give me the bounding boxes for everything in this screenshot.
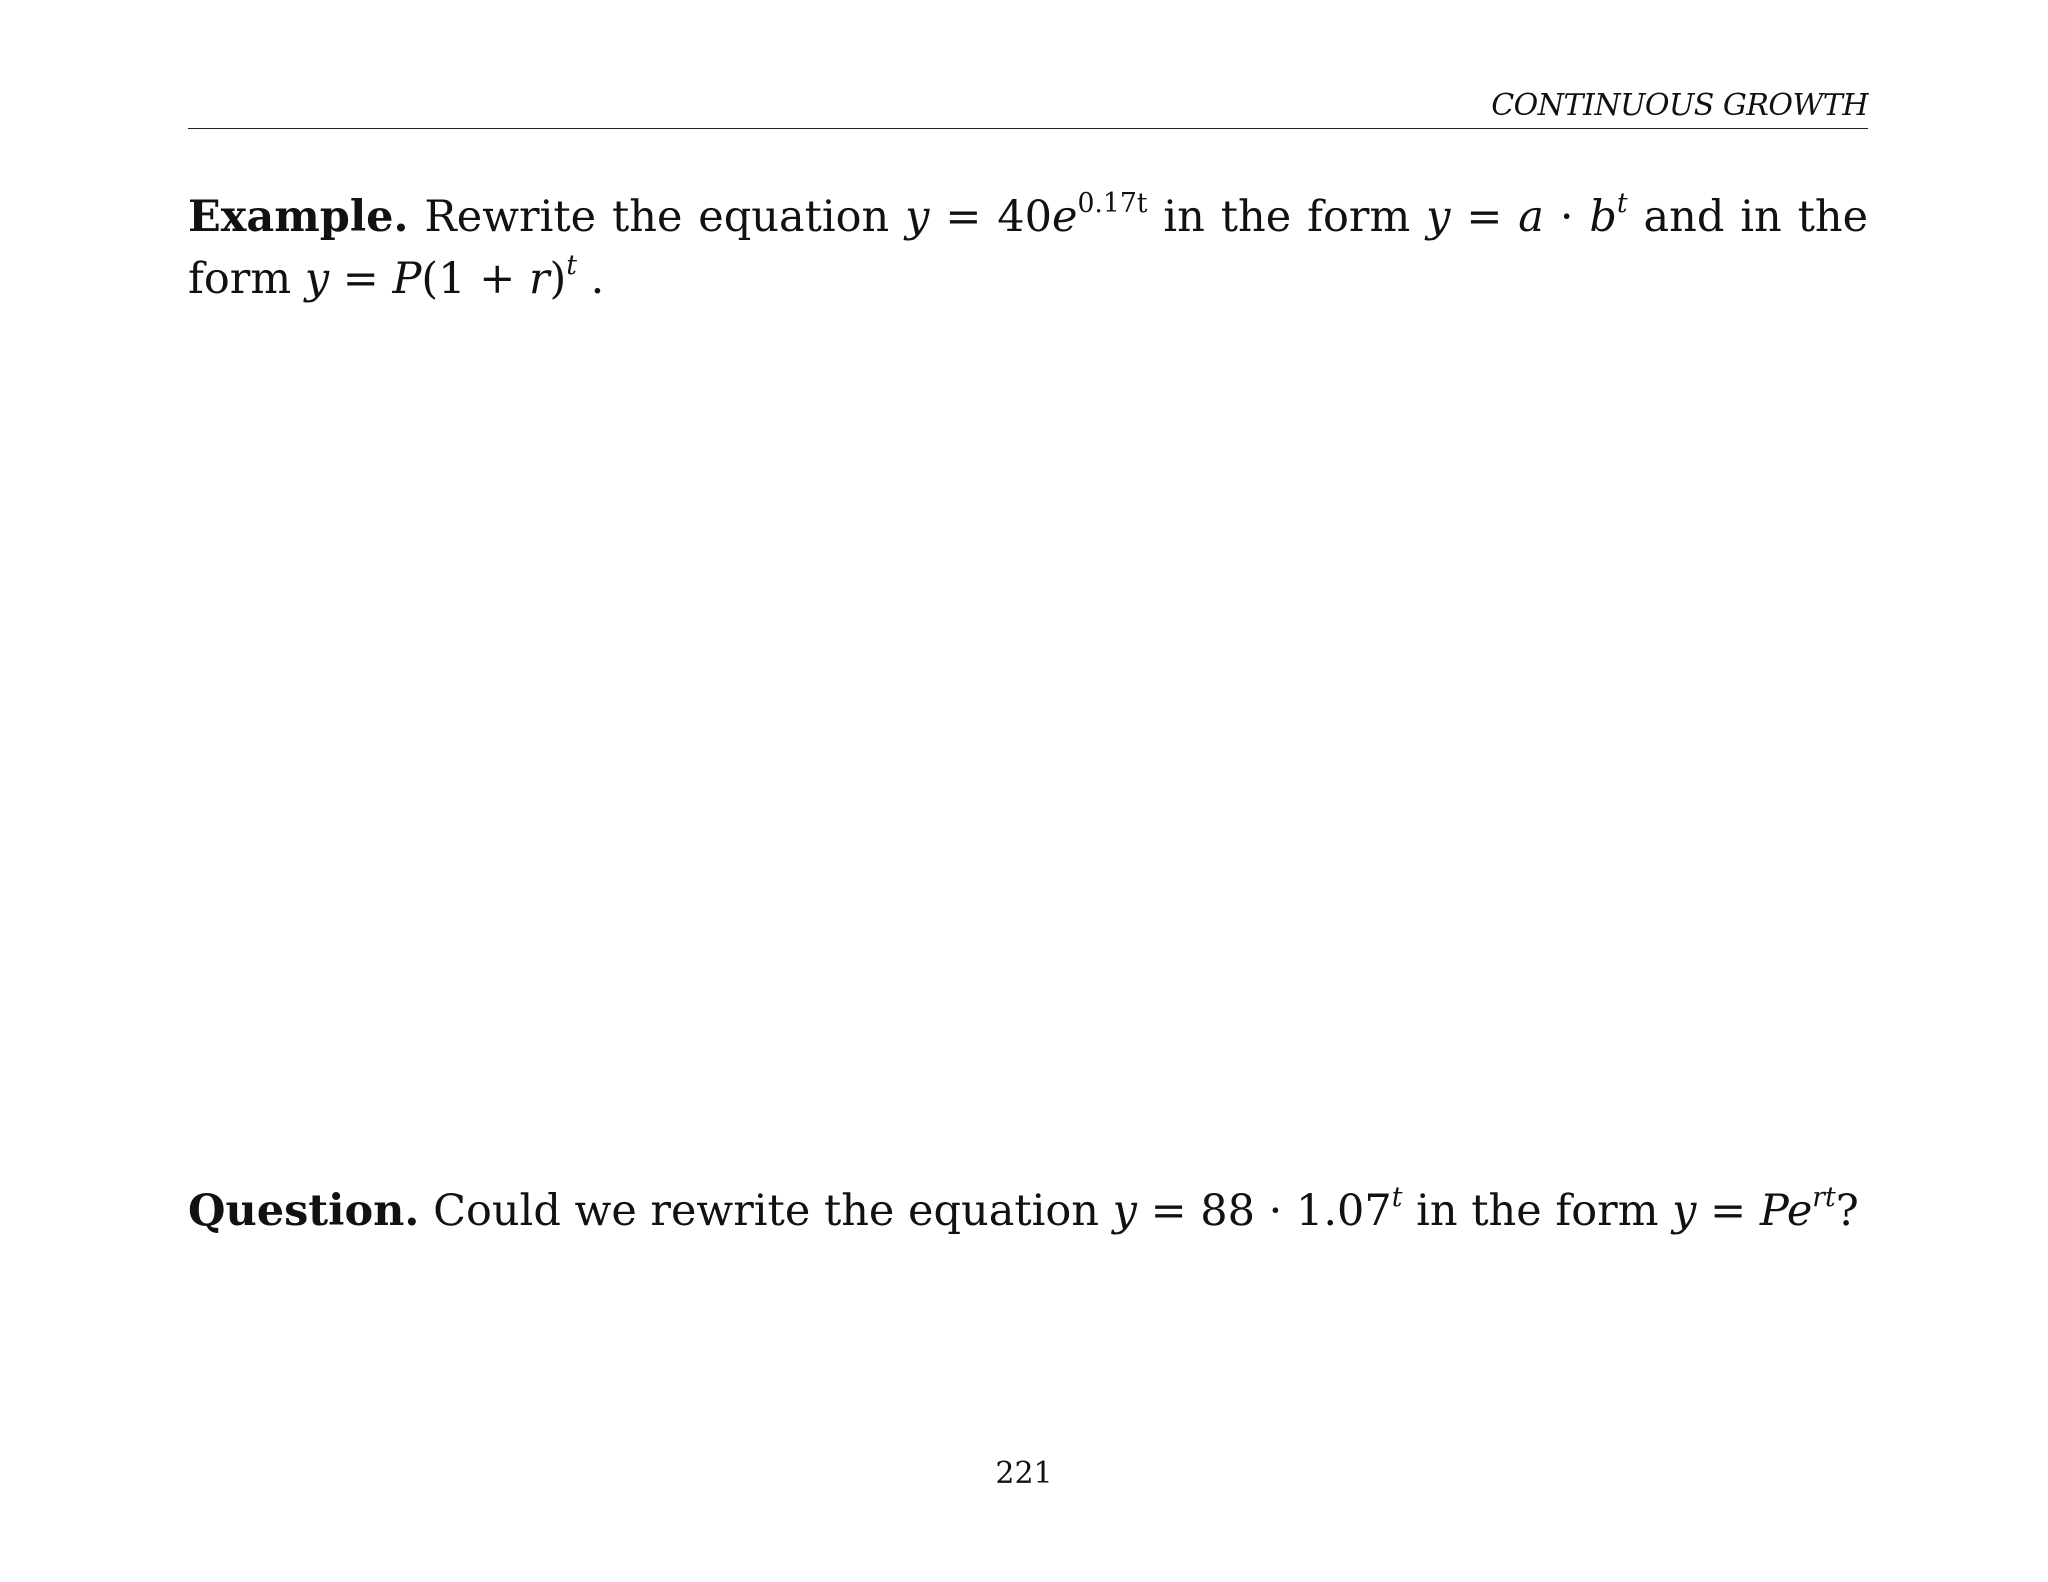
question-form-Pe: Pe	[1759, 1186, 1813, 1236]
example-text-1: Rewrite the equation	[424, 192, 890, 242]
question-eq-exponent: t	[1391, 1181, 1403, 1213]
form1-dot: ·	[1559, 192, 1574, 242]
example-eq-exp-text: 0.17t	[1077, 187, 1148, 219]
question-label: Question.	[188, 1186, 420, 1236]
form1-exponent: t	[1616, 187, 1628, 219]
question-eq-rhs: = 88 · 1.07	[1150, 1186, 1392, 1236]
example-end: .	[590, 254, 605, 304]
form2-P: P	[392, 254, 422, 304]
example-eq-exponent	[1077, 188, 1147, 219]
question-eq-y: y	[1112, 1186, 1137, 1236]
form2-exponent: t	[566, 249, 577, 281]
form2-r: r	[528, 254, 550, 304]
question-end: ?	[1835, 1186, 1859, 1236]
form2-equals: =	[342, 254, 379, 304]
running-header: CONTINUOUS GROWTH	[1491, 88, 1868, 123]
example-eq-coef: 40	[997, 192, 1052, 242]
example-text-3: and in the form	[188, 192, 1869, 304]
example-eq-y: y	[905, 192, 930, 242]
question-form-y: y	[1672, 1186, 1697, 1236]
page-number: 221	[995, 1456, 1053, 1491]
form2-close: )	[549, 254, 567, 304]
question-form-equals: =	[1710, 1186, 1747, 1236]
form2-open: (1 +	[421, 254, 516, 304]
form1-b: b	[1589, 192, 1617, 242]
question-text-2: in the form	[1416, 1186, 1659, 1236]
form1-equals: =	[1466, 192, 1503, 242]
question-text-1: Could we rewrite the equation	[433, 1186, 1099, 1236]
example-eq-base: e	[1051, 192, 1078, 242]
form2-y: y	[304, 254, 330, 304]
form1-y: y	[1426, 192, 1451, 242]
form1-a: a	[1518, 192, 1544, 242]
example-text-2: in the form	[1163, 192, 1411, 242]
example-eq-equals: =	[945, 192, 982, 242]
example-paragraph	[188, 186, 1868, 310]
example-label: Example.	[188, 192, 409, 242]
header-rule	[188, 128, 1868, 129]
question-form-exponent: rt	[1812, 1181, 1836, 1213]
question-paragraph	[188, 1180, 1868, 1242]
